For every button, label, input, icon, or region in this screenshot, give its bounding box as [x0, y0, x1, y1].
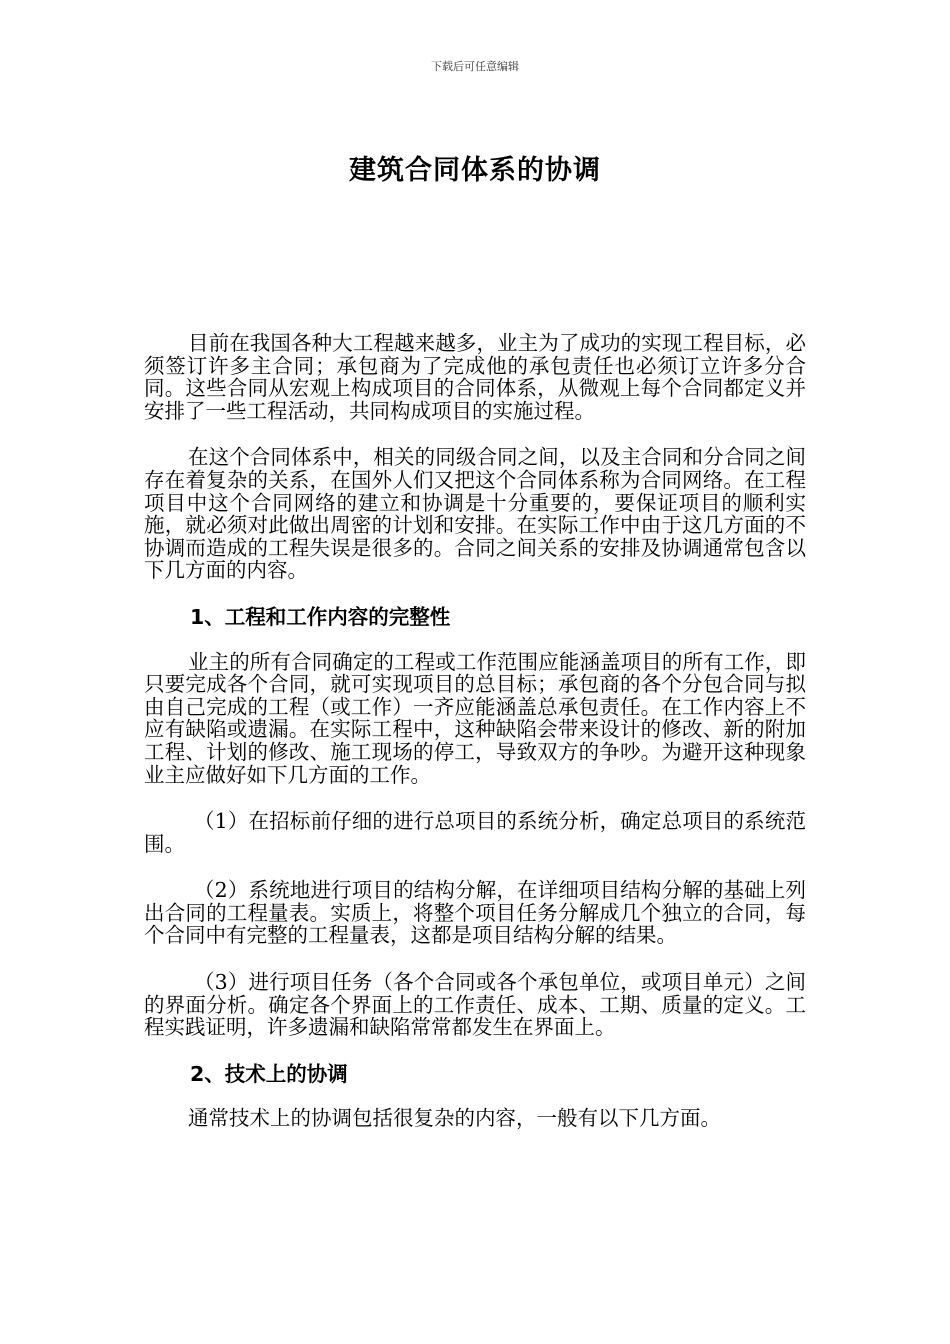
section1-paragraph: 业主的所有合同确定的工程或工作范围应能涵盖项目的所有工作，即只要完成各个合同，就可实现项目的总目标；承包商的各个分包合同与拟由自己完成的工程（或工作）一齐应能涵盖总承包责任。在工作内容上不应有缺陷或遗漏。在实际工程中，这种缺陷会带来设计的修改、新的附加工程、计划的修改、施工现场的停工，导致双方的争吵。为避开这种现象业主应做好如下几方面的工作。	[144, 649, 806, 787]
section1-item-2: （2）系统地进行项目的结构分解，在详细项目结构分解的基础上列出合同的工程量表。实质上，将整个项目任务分解成几个独立的合同，每个合同中有完整的工程量表，这都是项目结构分解的结果。	[144, 878, 806, 948]
section-heading-2: 2、技术上的协调	[190, 1061, 348, 1086]
section1-item-3: （3）进行项目任务（各个合同或各个承包单位，或项目单元）之间的界面分析。确定各个界面上的工作责任、成本、工期、质量的定义。工程实践证明，许多遗漏和缺陷常常都发生在界面上。	[144, 970, 806, 1040]
section-heading-1: 1、工程和工作内容的完整性	[190, 604, 451, 629]
document-title: 建筑合同体系的协调	[349, 155, 601, 186]
document-body	[144, 332, 806, 1154]
intro-paragraph-2: 在这个合同体系中，相关的同级合同之间，以及主合同和分合同之间存在着复杂的关系，在国外人们又把这个合同体系称为合同网络。在工程项目中这个合同网络的建立和协调是十分重要的，要保证项目的顺利实施，就必须对此做出周密的计划和安排。在实际工作中由于这几方面的不协调而造成的工程失误是很多的。合同之间关系的安排及协调通常包含以下几方面的内容。	[144, 445, 806, 583]
header-note: 下载后可任意编辑	[431, 60, 519, 73]
intro-paragraph-1: 目前在我国各种大工程越来越多，业主为了成功的实现工程目标，必须签订许多主合同；承包商为了完成他的承包责任也必须订立许多分合同。这些合同从宏观上构成项目的合同体系，从微观上每个合同都定义并安排了一些工程活动，共同构成项目的实施过程。	[144, 331, 806, 423]
section2-paragraph: 通常技术上的协调包括很复杂的内容，一般有以下几方面。	[188, 1106, 721, 1131]
section1-item-1: （1）在招标前仔细的进行总项目的系统分析，确定总项目的系统范围。	[144, 809, 806, 856]
